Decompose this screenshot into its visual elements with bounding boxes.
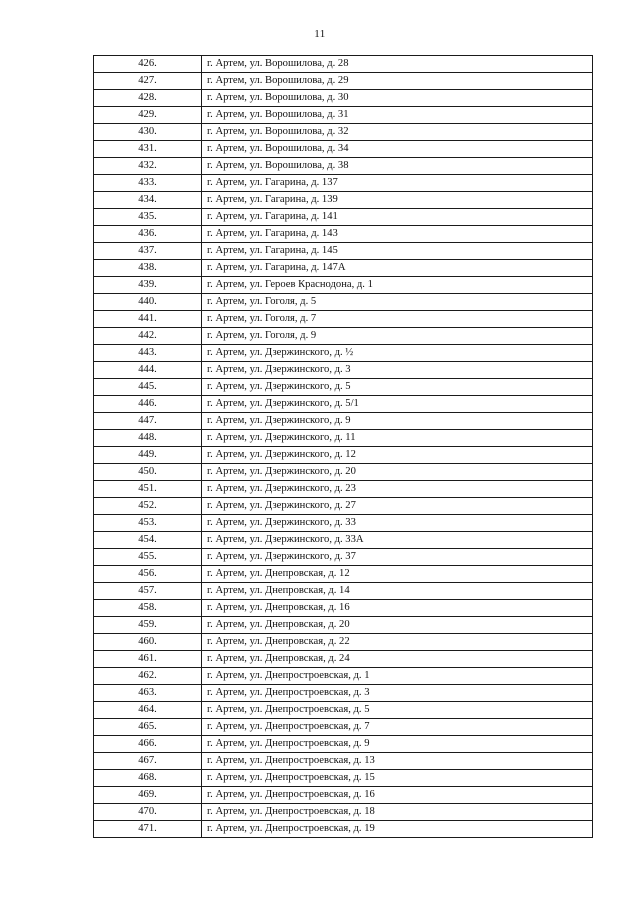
- table-row: [94, 821, 593, 838]
- address-cell: г. Артем, ул. Днепровская, д. 16: [202, 600, 593, 617]
- table-row: [94, 311, 593, 328]
- address-cell: г. Артем, ул. Гагарина, д. 141: [202, 209, 593, 226]
- row-number-cell: 452.: [94, 498, 202, 515]
- address-cell: г. Артем, ул. Дзержинского, д. 5/1: [202, 396, 593, 413]
- table-row: [94, 345, 593, 362]
- row-number-cell: 458.: [94, 600, 202, 617]
- table-row: [94, 56, 593, 73]
- table-row: [94, 124, 593, 141]
- row-number-cell: 464.: [94, 702, 202, 719]
- table-row: [94, 600, 593, 617]
- address-cell: г. Артем, ул. Героев Краснодона, д. 1: [202, 277, 593, 294]
- row-number-cell: 459.: [94, 617, 202, 634]
- table-row: [94, 243, 593, 260]
- row-number-cell: 455.: [94, 549, 202, 566]
- address-table-body: [94, 56, 593, 838]
- row-number-cell: 447.: [94, 413, 202, 430]
- table-row: [94, 328, 593, 345]
- address-cell: г. Артем, ул. Днепростроевская, д. 13: [202, 753, 593, 770]
- address-cell: г. Артем, ул. Ворошилова, д. 34: [202, 141, 593, 158]
- table-row: [94, 719, 593, 736]
- row-number-cell: 427.: [94, 73, 202, 90]
- row-number-cell: 426.: [94, 56, 202, 73]
- table-row: [94, 498, 593, 515]
- table-row: [94, 294, 593, 311]
- row-number-cell: 441.: [94, 311, 202, 328]
- row-number-cell: 439.: [94, 277, 202, 294]
- table-row: [94, 464, 593, 481]
- address-cell: г. Артем, ул. Дзержинского, д. 3: [202, 362, 593, 379]
- table-row: [94, 668, 593, 685]
- row-number-cell: 446.: [94, 396, 202, 413]
- row-number-cell: 444.: [94, 362, 202, 379]
- table-row: [94, 362, 593, 379]
- table-row: [94, 192, 593, 209]
- row-number-cell: 465.: [94, 719, 202, 736]
- address-cell: г. Артем, ул. Ворошилова, д. 29: [202, 73, 593, 90]
- address-cell: г. Артем, ул. Дзержинского, д. 12: [202, 447, 593, 464]
- address-cell: г. Артем, ул. Днепровская, д. 20: [202, 617, 593, 634]
- address-cell: г. Артем, ул. Днепровская, д. 12: [202, 566, 593, 583]
- address-cell: г. Артем, ул. Днепровская, д. 22: [202, 634, 593, 651]
- row-number-cell: 467.: [94, 753, 202, 770]
- table-row: [94, 702, 593, 719]
- row-number-cell: 436.: [94, 226, 202, 243]
- table-row: [94, 73, 593, 90]
- row-number-cell: 469.: [94, 787, 202, 804]
- table-row: [94, 770, 593, 787]
- row-number-cell: 429.: [94, 107, 202, 124]
- address-cell: г. Артем, ул. Дзержинского, д. 11: [202, 430, 593, 447]
- row-number-cell: 470.: [94, 804, 202, 821]
- table-row: [94, 685, 593, 702]
- table-row: [94, 617, 593, 634]
- row-number-cell: 456.: [94, 566, 202, 583]
- table-row: [94, 396, 593, 413]
- address-cell: г. Артем, ул. Дзержинского, д. 27: [202, 498, 593, 515]
- row-number-cell: 433.: [94, 175, 202, 192]
- table-row: [94, 90, 593, 107]
- address-table: [93, 55, 593, 838]
- table-row: [94, 107, 593, 124]
- table-row: [94, 447, 593, 464]
- address-cell: г. Артем, ул. Днепростроевская, д. 18: [202, 804, 593, 821]
- table-row: [94, 787, 593, 804]
- table-row: [94, 379, 593, 396]
- page-number: 11: [314, 28, 326, 40]
- address-cell: г. Артем, ул. Гагарина, д. 137: [202, 175, 593, 192]
- table-row: [94, 549, 593, 566]
- table-row: [94, 158, 593, 175]
- address-cell: г. Артем, ул. Дзержинского, д. 5: [202, 379, 593, 396]
- address-cell: г. Артем, ул. Дзержинского, д. 20: [202, 464, 593, 481]
- table-row: [94, 481, 593, 498]
- row-number-cell: 463.: [94, 685, 202, 702]
- address-cell: г. Артем, ул. Гагарина, д. 145: [202, 243, 593, 260]
- row-number-cell: 449.: [94, 447, 202, 464]
- row-number-cell: 468.: [94, 770, 202, 787]
- address-cell: г. Артем, ул. Гагарина, д. 139: [202, 192, 593, 209]
- address-cell: г. Артем, ул. Днепростроевская, д. 5: [202, 702, 593, 719]
- row-number-cell: 442.: [94, 328, 202, 345]
- address-cell: г. Артем, ул. Гагарина, д. 143: [202, 226, 593, 243]
- table-row: [94, 634, 593, 651]
- address-cell: г. Артем, ул. Днепровская, д. 14: [202, 583, 593, 600]
- table-row: [94, 430, 593, 447]
- row-number-cell: 450.: [94, 464, 202, 481]
- row-number-cell: 462.: [94, 668, 202, 685]
- row-number-cell: 428.: [94, 90, 202, 107]
- row-number-cell: 443.: [94, 345, 202, 362]
- address-cell: г. Артем, ул. Дзержинского, д. 33: [202, 515, 593, 532]
- table-row: [94, 226, 593, 243]
- address-cell: г. Артем, ул. Ворошилова, д. 30: [202, 90, 593, 107]
- address-cell: г. Артем, ул. Ворошилова, д. 38: [202, 158, 593, 175]
- table-row: [94, 141, 593, 158]
- table-row: [94, 277, 593, 294]
- row-number-cell: 471.: [94, 821, 202, 838]
- address-cell: г. Артем, ул. Дзержинского, д. 23: [202, 481, 593, 498]
- table-row: [94, 515, 593, 532]
- address-cell: г. Артем, ул. Днепростроевская, д. 9: [202, 736, 593, 753]
- row-number-cell: 448.: [94, 430, 202, 447]
- address-cell: г. Артем, ул. Ворошилова, д. 31: [202, 107, 593, 124]
- row-number-cell: 460.: [94, 634, 202, 651]
- table-row: [94, 532, 593, 549]
- row-number-cell: 430.: [94, 124, 202, 141]
- row-number-cell: 445.: [94, 379, 202, 396]
- address-cell: г. Артем, ул. Ворошилова, д. 28: [202, 56, 593, 73]
- address-cell: г. Артем, ул. Днепростроевская, д. 15: [202, 770, 593, 787]
- row-number-cell: 434.: [94, 192, 202, 209]
- table-row: [94, 260, 593, 277]
- row-number-cell: 451.: [94, 481, 202, 498]
- table-row: [94, 175, 593, 192]
- row-number-cell: 438.: [94, 260, 202, 277]
- address-cell: г. Артем, ул. Дзержинского, д. 33А: [202, 532, 593, 549]
- table-row: [94, 566, 593, 583]
- address-cell: г. Артем, ул. Дзержинского, д. ½: [202, 345, 593, 362]
- row-number-cell: 431.: [94, 141, 202, 158]
- address-cell: г. Артем, ул. Днепростроевская, д. 16: [202, 787, 593, 804]
- address-cell: г. Артем, ул. Гагарина, д. 147А: [202, 260, 593, 277]
- address-cell: г. Артем, ул. Дзержинского, д. 9: [202, 413, 593, 430]
- address-cell: г. Артем, ул. Днепровская, д. 24: [202, 651, 593, 668]
- address-cell: г. Артем, ул. Гоголя, д. 9: [202, 328, 593, 345]
- row-number-cell: 461.: [94, 651, 202, 668]
- address-cell: г. Артем, ул. Днепростроевская, д. 3: [202, 685, 593, 702]
- table-row: [94, 583, 593, 600]
- row-number-cell: 432.: [94, 158, 202, 175]
- row-number-cell: 454.: [94, 532, 202, 549]
- row-number-cell: 440.: [94, 294, 202, 311]
- table-row: [94, 209, 593, 226]
- address-cell: г. Артем, ул. Днепростроевская, д. 19: [202, 821, 593, 838]
- table-row: [94, 651, 593, 668]
- address-cell: г. Артем, ул. Днепростроевская, д. 7: [202, 719, 593, 736]
- row-number-cell: 437.: [94, 243, 202, 260]
- address-cell: г. Артем, ул. Гоголя, д. 7: [202, 311, 593, 328]
- address-cell: г. Артем, ул. Дзержинского, д. 37: [202, 549, 593, 566]
- table-row: [94, 804, 593, 821]
- table-row: [94, 736, 593, 753]
- address-cell: г. Артем, ул. Днепростроевская, д. 1: [202, 668, 593, 685]
- row-number-cell: 457.: [94, 583, 202, 600]
- row-number-cell: 466.: [94, 736, 202, 753]
- address-cell: г. Артем, ул. Ворошилова, д. 32: [202, 124, 593, 141]
- row-number-cell: 435.: [94, 209, 202, 226]
- table-row: [94, 753, 593, 770]
- row-number-cell: 453.: [94, 515, 202, 532]
- address-cell: г. Артем, ул. Гоголя, д. 5: [202, 294, 593, 311]
- table-row: [94, 413, 593, 430]
